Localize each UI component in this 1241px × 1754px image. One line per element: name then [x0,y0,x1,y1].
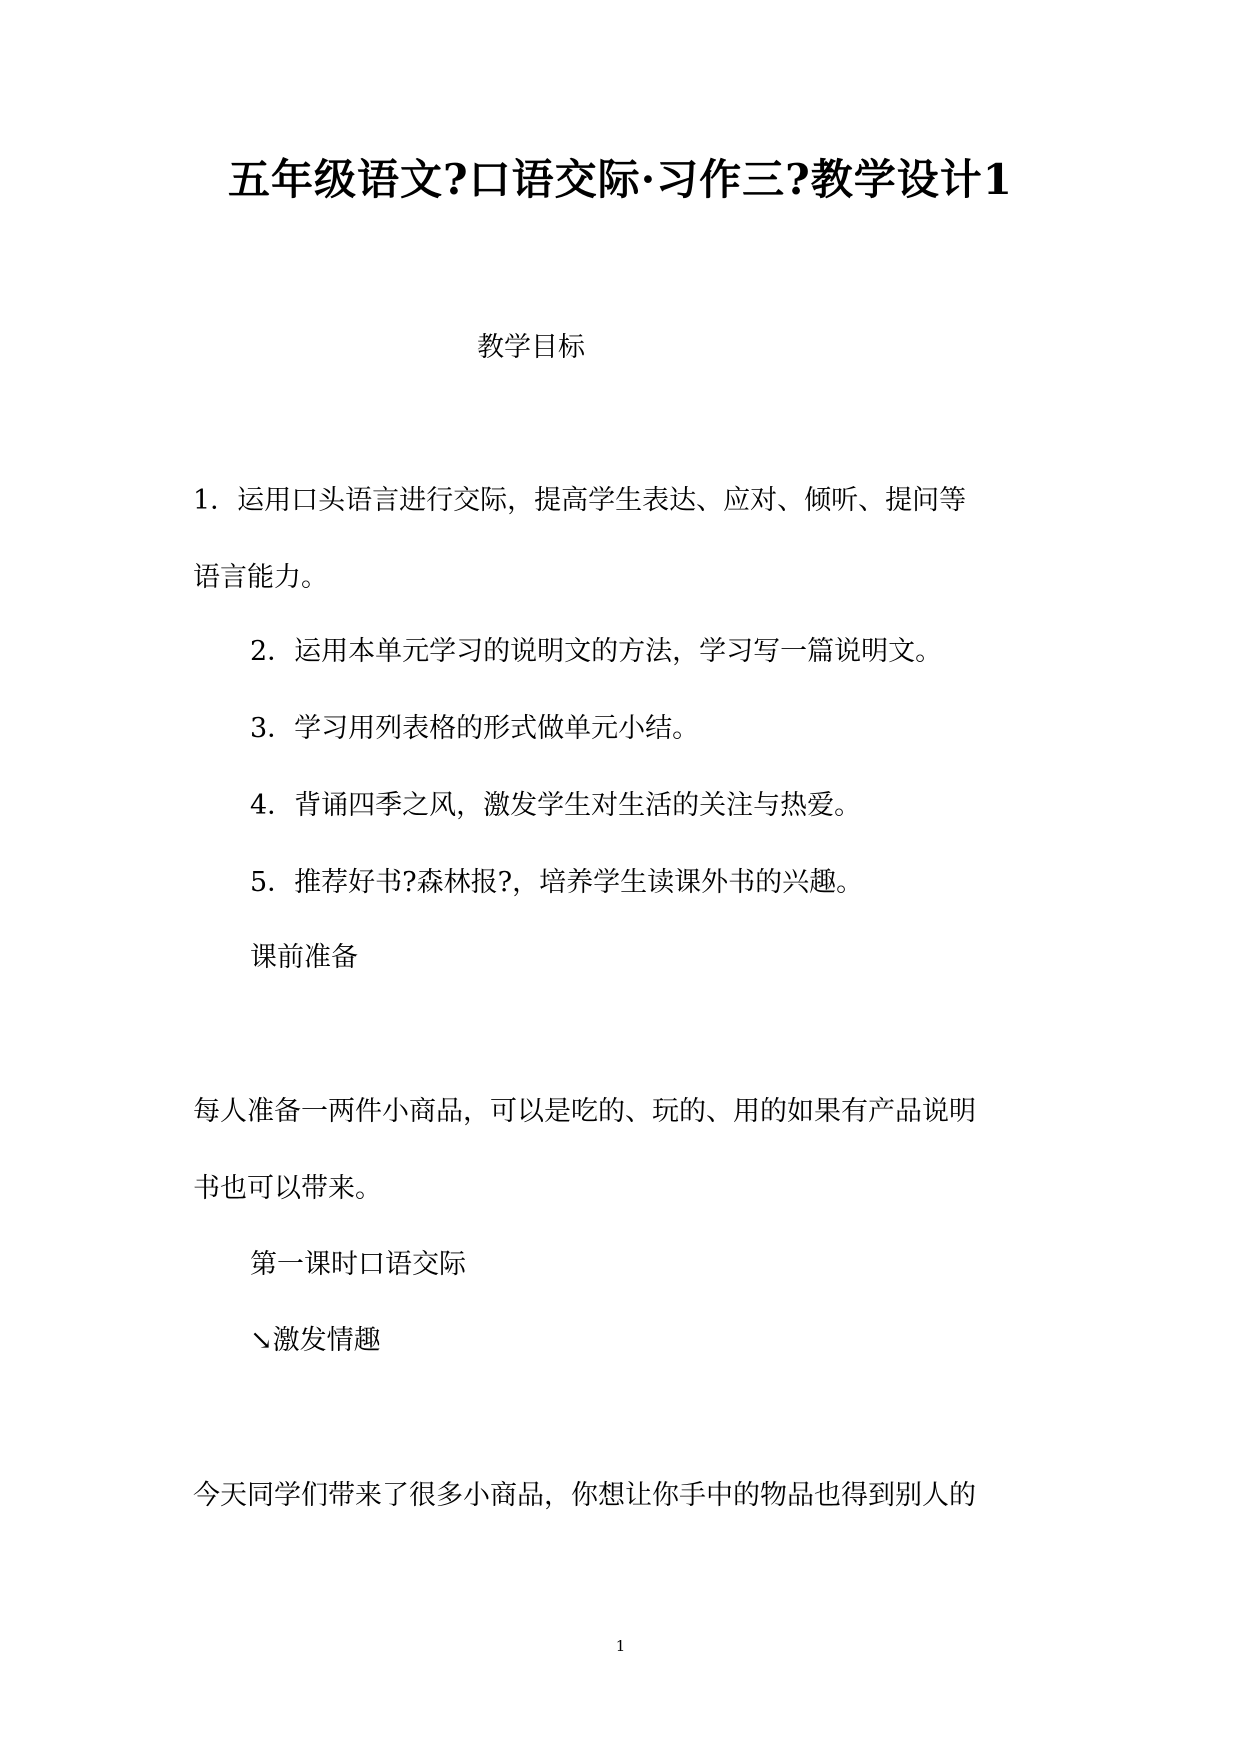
step-1-text-line-1: 今天同学们带来了很多小商品，你想让你手中的物品也得到别人的 [193,1480,976,1511]
lesson-1-heading: 第一课时口语交际 [250,1249,466,1280]
objectives-heading: 教学目标 [477,332,585,363]
preparation-line-2: 书也可以带来。 [193,1173,382,1204]
objective-5: 5．推荐好书?森林报?，培养学生读课外书的兴趣。 [250,867,864,898]
objective-3: 3．学习用列表格的形式做单元小结。 [250,713,700,744]
document-title: 五年级语文?口语交际·习作三?教学设计1 [227,155,1014,204]
page-number: 1 [615,1637,626,1655]
preparation-heading: 课前准备 [250,942,358,973]
step-1-heading: ↘激发情趣 [250,1325,381,1356]
objective-2: 2．运用本单元学习的说明文的方法，学习写一篇说明文。 [250,636,943,667]
objective-4: 4．背诵四季之风，激发学生对生活的关注与热爱。 [250,790,862,821]
objective-1-line-1: 1．运用口头语言进行交际，提高学生表达、应对、倾听、提问等 [193,485,967,516]
preparation-line-1: 每人准备一两件小商品，可以是吃的、玩的、用的如果有产品说明 [193,1096,976,1127]
objective-1-line-2: 语言能力。 [193,562,328,593]
